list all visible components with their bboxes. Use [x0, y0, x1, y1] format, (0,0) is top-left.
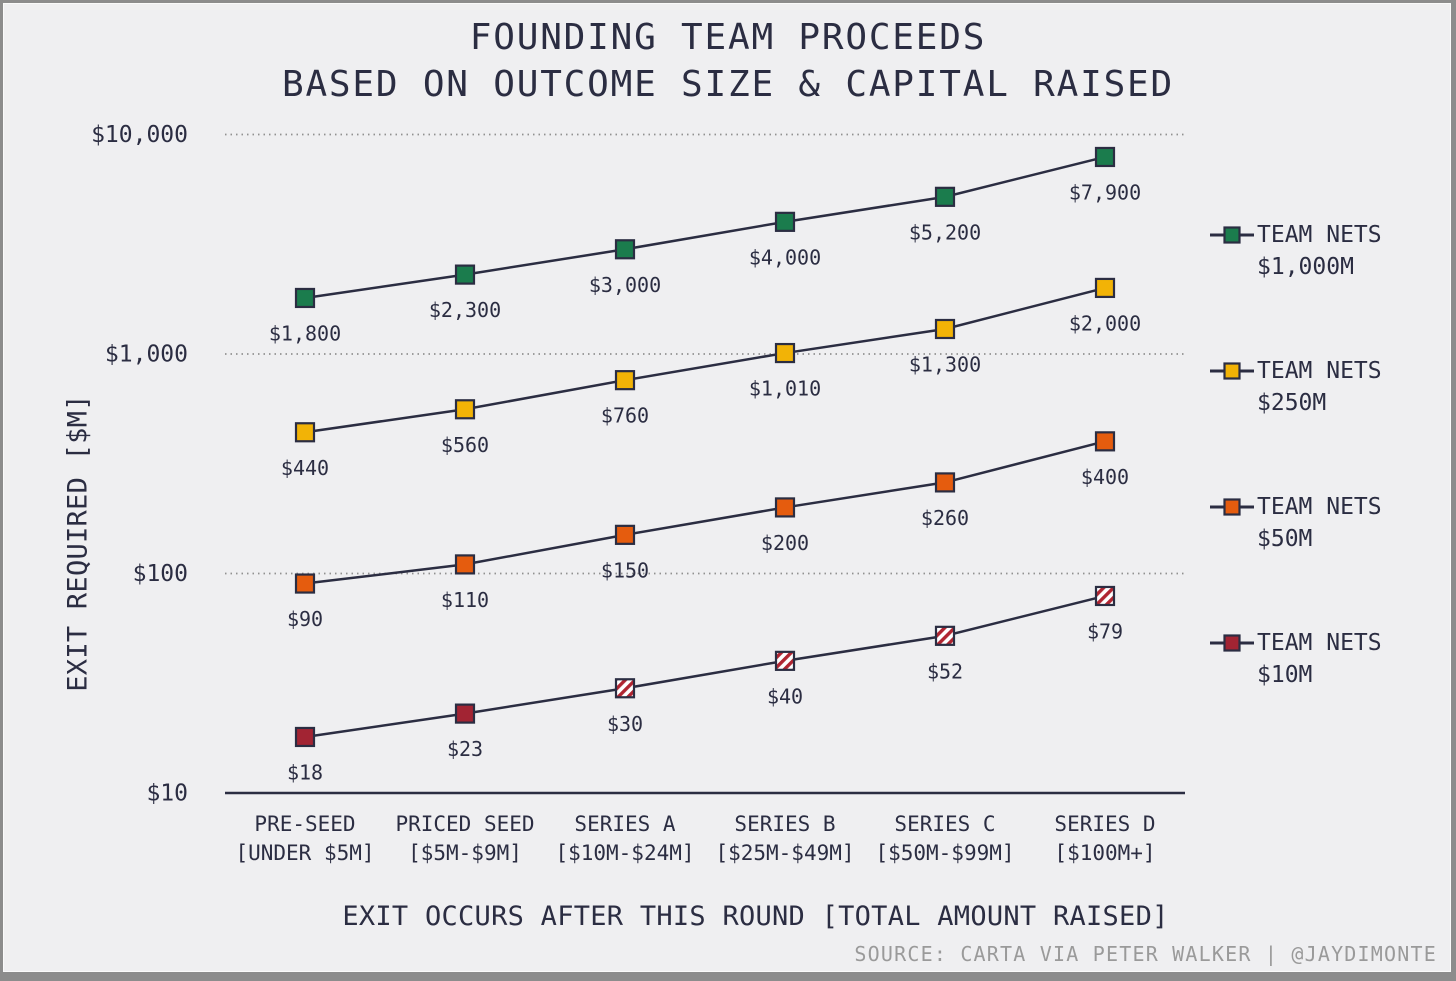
series-line-3	[305, 596, 1105, 737]
data-point-marker	[296, 289, 314, 307]
point-label: $2,300	[428, 298, 502, 323]
legend-label: TEAM NETS	[1257, 358, 1382, 384]
series-line-0	[305, 157, 1105, 298]
legend-label: $50M	[1257, 526, 1313, 552]
point-label: $1,010	[748, 376, 822, 401]
data-point-marker	[776, 498, 794, 516]
data-point-marker	[936, 188, 954, 206]
x-tick-label: PRE-SEED	[254, 812, 356, 836]
legend-label: $1,000M	[1257, 254, 1354, 280]
point-label: $40	[766, 684, 804, 709]
point-label: $150	[600, 558, 650, 583]
data-point-marker	[456, 555, 474, 573]
x-tick-label: SERIES B	[734, 812, 836, 836]
y-tick-label: $10,000	[91, 122, 188, 148]
point-label: $7,900	[1068, 180, 1142, 205]
data-point-marker	[296, 728, 314, 746]
x-tick-label: [UNDER $5M]	[235, 841, 375, 865]
data-point-marker	[1096, 279, 1114, 297]
legend-label: TEAM NETS	[1257, 494, 1382, 520]
data-point-marker	[616, 240, 634, 258]
x-tick-label: PRICED SEED	[395, 812, 535, 836]
x-tick-label: [$10M-$24M]	[555, 841, 695, 865]
point-label: $90	[286, 607, 324, 632]
legend-marker-icon	[1210, 362, 1254, 380]
data-point-marker	[456, 705, 474, 723]
data-point-marker	[456, 400, 474, 418]
x-tick-label: [$25M-$49M]	[715, 841, 855, 865]
x-tick-label: SERIES C	[894, 812, 996, 836]
legend-label: TEAM NETS	[1257, 222, 1382, 248]
series-line-1	[305, 288, 1105, 432]
point-label: $30	[606, 711, 644, 736]
legend-marker-icon	[1210, 634, 1254, 652]
point-label: $260	[920, 505, 970, 530]
series-line-2	[305, 441, 1105, 583]
data-point-marker-hatched	[1096, 587, 1114, 605]
x-tick-label: [$5M-$9M]	[408, 841, 522, 865]
point-label: $79	[1086, 619, 1124, 644]
y-tick-label: $10	[146, 780, 188, 807]
data-point-marker	[776, 344, 794, 362]
y-tick-label: $100	[132, 561, 188, 587]
legend-item-team-nets-1000m	[1210, 219, 1382, 283]
legend-item-team-nets-50m	[1210, 491, 1382, 555]
chart-title-line-2: BASED ON OUTCOME SIZE & CAPITAL RAISED	[281, 64, 1174, 105]
point-label: $760	[600, 403, 650, 428]
data-point-marker	[936, 473, 954, 491]
point-label: $110	[440, 587, 490, 612]
y-tick-label: $1,000	[104, 341, 188, 368]
data-point-marker-hatched	[616, 679, 634, 697]
x-tick-label: SERIES A	[574, 812, 676, 836]
point-label: $3,000	[588, 272, 662, 297]
x-axis-title: EXIT OCCURS AFTER THIS ROUND [TOTAL AMOUNT RAISED]	[342, 901, 1169, 932]
point-label: $200	[760, 530, 810, 555]
point-label: $400	[1080, 464, 1130, 489]
point-label: $2,000	[1068, 311, 1142, 336]
point-label: $1,800	[268, 321, 342, 346]
legend-label: $10M	[1257, 662, 1313, 688]
data-point-marker	[616, 371, 634, 389]
legend-label: TEAM NETS	[1257, 630, 1382, 656]
point-label: $4,000	[748, 245, 822, 270]
x-tick-label: SERIES D	[1054, 812, 1156, 836]
legend-label: $250M	[1257, 390, 1327, 416]
point-label: $23	[446, 737, 484, 762]
data-point-marker-hatched	[936, 627, 954, 645]
data-point-marker	[936, 320, 954, 338]
legend-item-team-nets-250m	[1210, 355, 1382, 419]
data-point-marker	[456, 266, 474, 284]
point-label: $1,300	[908, 352, 982, 377]
data-point-marker	[1096, 148, 1114, 166]
data-point-marker-hatched	[776, 652, 794, 670]
data-point-marker	[616, 526, 634, 544]
legend-marker-icon	[1210, 226, 1254, 244]
x-tick-label: [$50M-$99M]	[875, 841, 1015, 865]
x-tick-label: [$100M+]	[1054, 841, 1156, 865]
y-axis-title: EXIT REQUIRED [$M]	[62, 394, 94, 692]
point-label: $52	[926, 659, 964, 684]
legend-item-team-nets-10m	[1210, 627, 1382, 691]
legend-marker-icon	[1210, 498, 1254, 516]
data-point-marker	[1096, 432, 1114, 450]
chart-title-line-1: FOUNDING TEAM PROCEEDS	[469, 17, 987, 58]
point-label: $18	[286, 760, 324, 785]
data-point-marker	[296, 575, 314, 593]
data-point-marker	[296, 423, 314, 441]
point-label: $440	[280, 455, 330, 480]
data-point-marker	[776, 213, 794, 231]
point-label: $560	[440, 432, 490, 457]
point-label: $5,200	[908, 220, 982, 245]
source-credit: SOURCE: CARTA VIA PETER WALKER | @JAYDIMONTE	[854, 942, 1437, 966]
